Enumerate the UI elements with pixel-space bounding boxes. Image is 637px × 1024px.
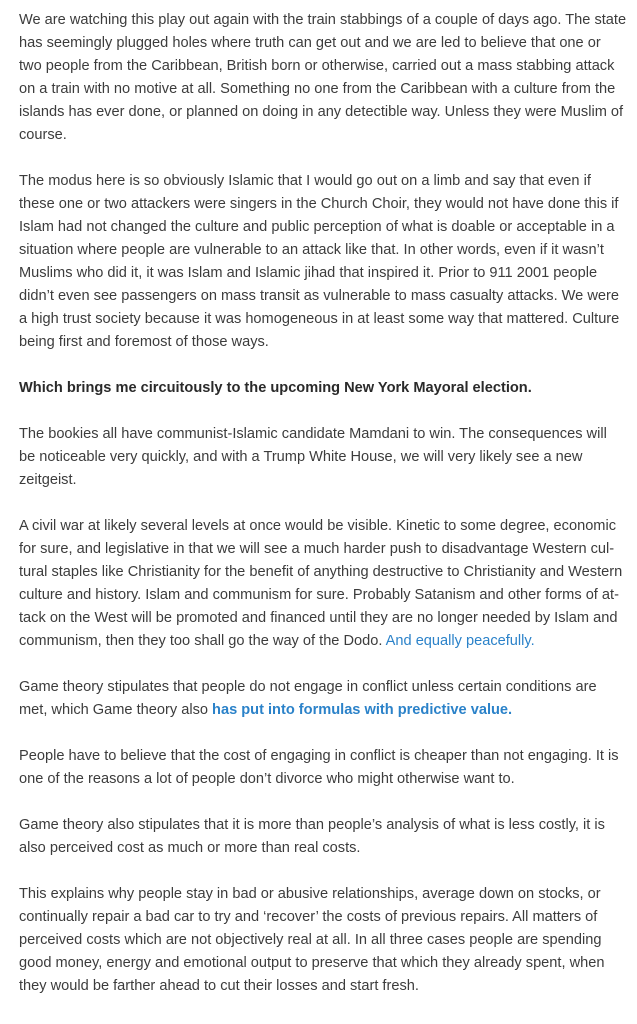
article-body — [19, 0, 627, 1021]
paragraph-game-theory-text: Game theory stipulates that people do not engage in conflict unless certain conditions are met, which Game theory also — [19, 679, 597, 718]
link-equally-peacefully[interactable]: And equally peacefully. — [385, 633, 535, 649]
paragraph-cost-of-conflict: People have to believe that the cost of engaging in conflict is cheaper than not engaging. It is one of the reasons a lot of people don’t divorce who might otherwise want to. — [19, 748, 619, 787]
paragraph-civil-war — [19, 515, 627, 653]
section-heading-mayoral-election: Which brings me circuitously to the upcoming New York Mayoral election. — [19, 380, 532, 396]
paragraph-modus: The modus here is so obviously Islamic that I would go out on a limb and say that even if these one or two attackers were singers in the Church Choir, they would not have done this if Islam had not changed the culture and public perception of what is doable or acceptable in a situation where people are vulnerable to an attack like that. In other words, even if it wasn’t Muslims who did it, it was Islam and Islamic jihad that inspired it. Prior to 911 2001 people didn’t even see passengers on mass transit as vulnerable to mass casualty attacks. We were a high trust society because it was homogeneous in at least some way that mattered. Culture being first and foremost of those ways. — [19, 173, 620, 350]
paragraph-game-theory — [19, 676, 627, 722]
paragraph-civil-war-text: A civil war at likely several levels at once would be visible. Kinetic to some degree, economic for sure, and legislative in that we will see a much harder push to disadvantage Western cultural staples like Christianity for the benefit of anything destructive to Christianity and Western culture and history. Islam and communism for sure. Probably Satanism and other forms of attack on the West will be promoted and financed until they are no longer needed by Islam and communism, then they too shall go the way of the Dodo. — [19, 518, 623, 649]
paragraph-perceived-cost: Game theory also stipulates that it is more than people’s analysis of what is less costly, it is also perceived cost as much or more than real costs. — [19, 817, 605, 856]
paragraph-bookies: The bookies all have communist-Islamic candidate Mamdani to win. The consequences will be noticeable very quickly, and with a Trump White House, we will very likely see a new zeitgeist. — [19, 426, 607, 488]
paragraph-train-stabbings: We are watching this play out again with the train stabbings of a couple of days ago. The state has seemingly plugged holes where truth can get out and we are led to believe that one or two people from the Caribbean, British born or otherwise, carried out a mass stabbing attack on a train with no motive at all. Something no one from the Caribbean with a culture from the islands has ever done, or planned on doing in any detectible way. Unless they were Muslim of course. — [19, 12, 627, 143]
link-predictive-value[interactable]: has put into formulas with predictive value. — [212, 702, 513, 718]
paragraph-sunk-cost: This explains why people stay in bad or abusive relationships, average down on stocks, or continually repair a bad car to try and ‘recover’ the costs of previous repairs. All matters of perceived costs which are not objectively real at all. In all three cases people are spending good money, energy and emotional output to preserve that which they already spent, when they would be farther ahead to cut their losses and start fresh. — [19, 886, 605, 994]
